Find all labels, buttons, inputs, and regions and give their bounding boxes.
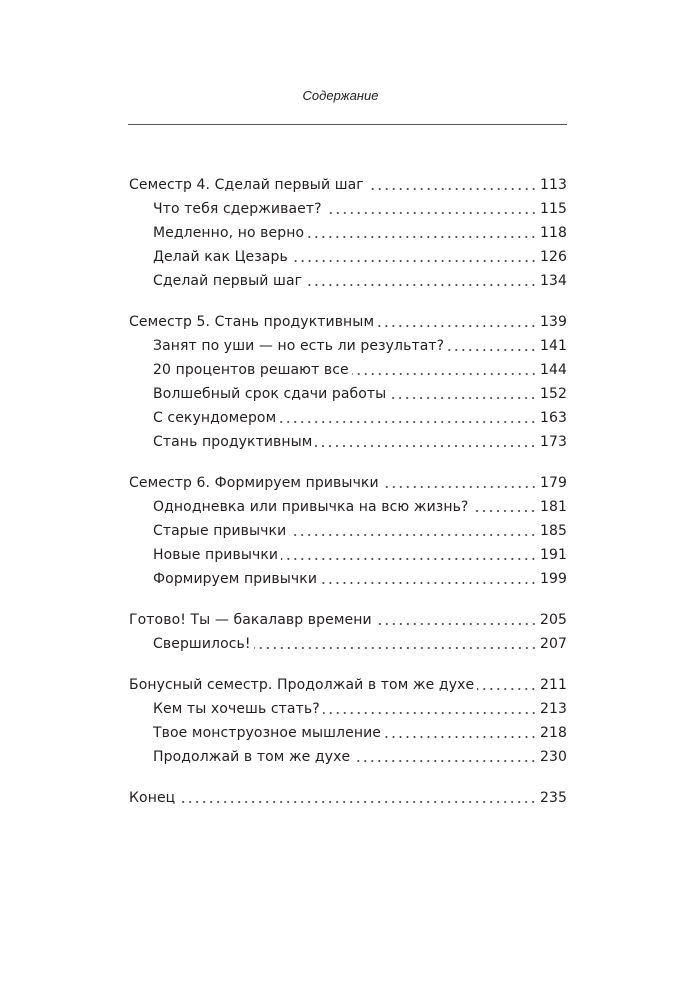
toc-subentry[interactable] [129,543,567,567]
dot-leader [254,647,537,649]
toc-entry-page: 139 [539,314,567,330]
toc-entry-title: Твое монструозное мышление [153,725,381,741]
toc-entry-page: 207 [539,636,567,652]
header-rule [128,124,567,125]
toc-entry-title: Конец [129,790,176,806]
toc-entry-page: 205 [539,612,567,628]
toc-entry-page: 134 [539,273,567,289]
dot-leader [320,582,537,584]
toc-entry-title: Однодневка или привычка на всю жизнь? [153,499,469,515]
toc-subentry[interactable] [129,406,567,430]
toc-entry-title: Делай как Цезарь [153,249,288,265]
toc-subentry[interactable] [129,269,567,293]
dot-leader [307,236,537,238]
toc-entry-page: 118 [539,225,567,241]
toc-subentry[interactable] [129,567,567,591]
toc-subentry[interactable] [129,721,567,745]
toc-entry-title: Бонусный семестр. Продолжай в том же духе [129,677,475,693]
toc-subentry[interactable] [129,245,567,269]
toc-subentry[interactable] [129,221,567,245]
toc-entry-title: Что тебя сдерживает? [153,201,322,217]
dot-leader [178,801,537,803]
dot-leader [367,188,537,190]
toc-entry-title: Стань продуктивным [153,434,313,450]
toc-entry-page: 185 [539,523,567,539]
toc-section [129,608,567,656]
toc-entry-page: 173 [539,434,567,450]
dot-leader [377,325,537,327]
toc-entry-page: 213 [539,701,567,717]
running-head-title: Содержание [302,88,379,103]
toc-entry[interactable] [129,673,567,697]
dot-leader [477,688,537,690]
toc-entry[interactable] [129,310,567,334]
toc-entry-title: Сделай первый шаг [153,273,303,289]
toc-section [129,786,567,810]
toc-entry-page: 199 [539,571,567,587]
toc-entry-title: Волшебный срок сдачи работы [153,386,387,402]
dot-leader [281,558,537,560]
toc-entry-page: 113 [539,177,567,193]
toc-entry-page: 179 [539,475,567,491]
toc-entry-title: Медленно, но верно [153,225,305,241]
dot-leader [375,623,537,625]
dot-leader [382,486,537,488]
toc-entry[interactable] [129,608,567,632]
toc-entry-title: Семестр 5. Стань продуктивным [129,314,375,330]
dot-leader [389,397,537,399]
toc-subentry[interactable] [129,495,567,519]
dot-leader [325,212,537,214]
toc-entry-page: 141 [539,338,567,354]
toc-entry-page: 191 [539,547,567,563]
toc-entry-title: Занят по уши — но есть ли результат? [153,338,445,354]
toc-entry-title: Продолжай в том же духе [153,749,351,765]
toc-subentry[interactable] [129,632,567,656]
toc-entry-page: 211 [539,677,567,693]
toc-entry-title: Формируем привычки [153,571,318,587]
dot-leader [447,349,537,351]
toc-entry-page: 218 [539,725,567,741]
dot-leader [352,373,537,375]
toc-subentry[interactable] [129,519,567,543]
toc-subentry[interactable] [129,430,567,454]
toc-entry-page: 230 [539,749,567,765]
toc-subentry[interactable] [129,334,567,358]
dot-leader [384,736,537,738]
toc-entry-page: 235 [539,790,567,806]
toc-section [129,471,567,591]
toc-section [129,173,567,293]
table-of-contents [129,173,567,827]
dot-leader [305,284,537,286]
toc-entry-page: 144 [539,362,567,378]
toc-entry[interactable] [129,471,567,495]
toc-entry-title: Новые привычки [153,547,279,563]
toc-entry-title: Семестр 6. Формируем привычки [129,475,379,491]
toc-section [129,310,567,454]
toc-subentry[interactable] [129,382,567,406]
dot-leader [323,712,537,714]
toc-entry-title: Свершилось! [153,636,251,652]
toc-entry-title: Старые привычки [153,523,287,539]
toc-entry-title: Готово! Ты — бакалавр времени [129,612,372,628]
toc-subentry[interactable] [129,697,567,721]
toc-entry-title: Кем ты хочешь стать? [153,701,320,717]
toc-entry[interactable] [129,173,567,197]
toc-subentry[interactable] [129,197,567,221]
dot-leader [353,760,537,762]
toc-entry-page: 115 [539,201,567,217]
dot-leader [291,260,537,262]
toc-subentry[interactable] [129,745,567,769]
dot-leader [279,421,537,423]
toc-entry[interactable] [129,786,567,810]
toc-entry-page: 152 [539,386,567,402]
dot-leader [315,445,537,447]
toc-entry-title: Семестр 4. Сделай первый шаг [129,177,364,193]
toc-entry-title: 20 процентов решают все [153,362,349,378]
dot-leader [471,510,537,512]
toc-entry-title: С секундомером [153,410,277,426]
toc-entry-page: 181 [539,499,567,515]
toc-section [129,673,567,769]
toc-entry-page: 126 [539,249,567,265]
dot-leader [289,534,537,536]
toc-subentry[interactable] [129,358,567,382]
toc-entry-page: 163 [539,410,567,426]
